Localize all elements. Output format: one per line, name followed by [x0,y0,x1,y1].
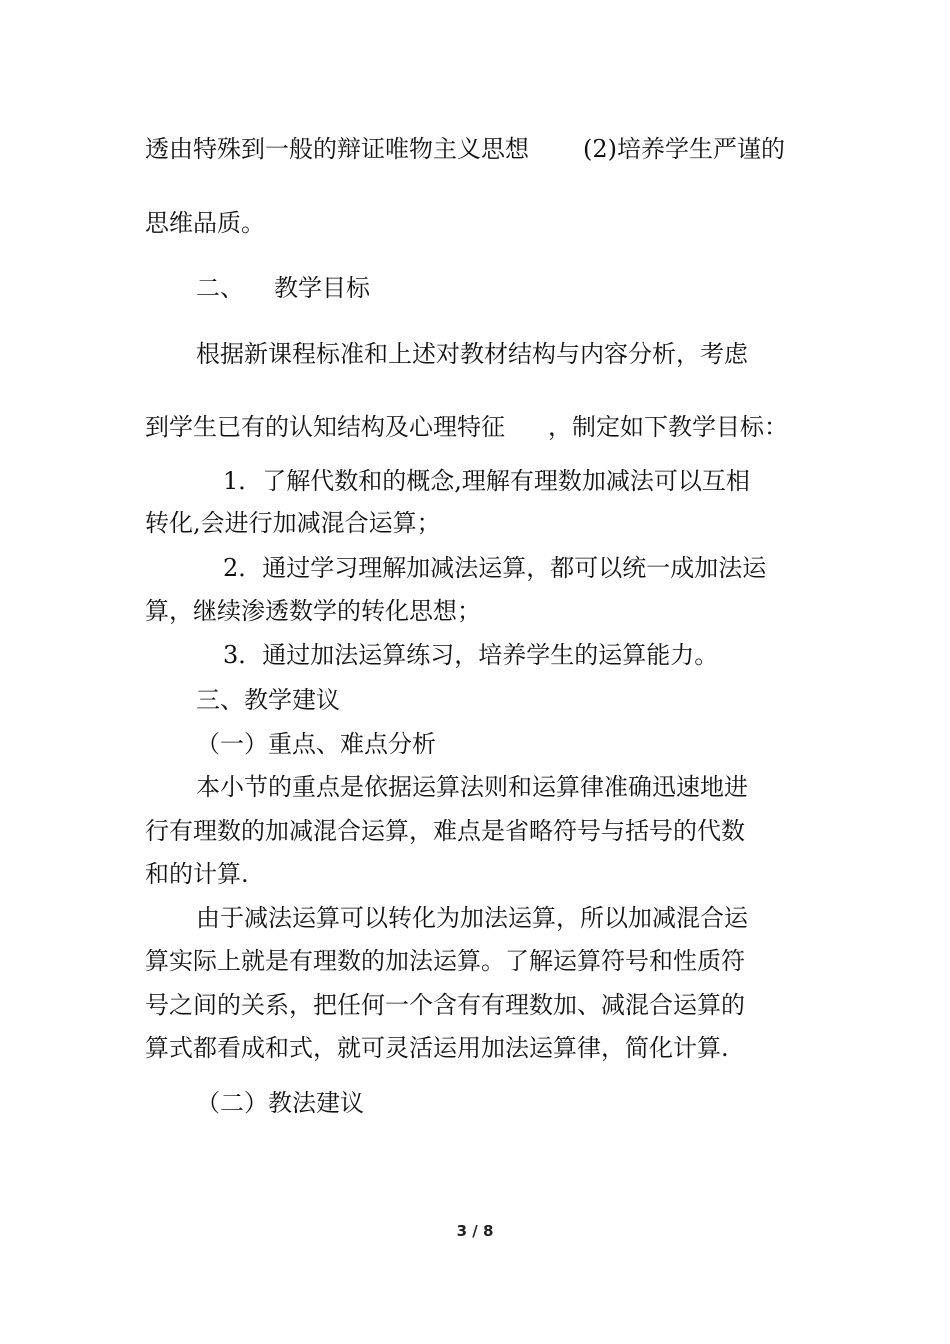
text-line: 透由特殊到一般的辩证唯物主义思想 [145,135,529,163]
section-number: 二、 [196,274,244,302]
text-line: 号之间的关系，把任何一个含有有理数加、减混合运算的 [145,991,745,1019]
text-line: ，制定如下教学目标： [548,413,788,441]
text-line: 算，继续渗透数学的转化思想； [145,597,481,625]
text-line: 和的计算. [145,860,249,888]
text-line: 到学生已有的认知结构及心理特征 [145,413,505,441]
text-line: 行有理数的加减混合运算，难点是省略符号与括号的代数 [145,817,745,845]
section-heading: 三、教学建议 [196,686,340,714]
subsection-heading: （一）重点、难点分析 [196,730,436,758]
goal-item: 2．通过学习理解加减法运算，都可以统一成加法运 [223,554,767,582]
text-line: 思维品质。 [145,209,265,237]
page-number: 3 / 8 [456,1222,494,1240]
text-line: 根据新课程标准和上述对教材结构与内容分析，考虑 [196,340,748,368]
text-line: 算实际上就是有理数的加法运算。了解运算符号和性质符 [145,947,745,975]
text-line: 算式都看成和式，就可灵活运用加法运算律，简化计算. [145,1034,729,1062]
text-line: (2)培养学生严谨的 [583,135,785,163]
text-line: 由于减法运算可以转化为加法运算，所以加减混合运 [196,904,748,932]
text-line: 本小节的重点是依据运算法则和运算律准确迅速地进 [196,773,748,801]
goal-item: 1．了解代数和的概念,理解有理数加减法可以互相 [223,467,750,495]
goal-item: 3．通过加法运算练习，培养学生的运算能力。 [223,641,719,669]
subsection-heading: （二）教法建议 [196,1089,364,1117]
section-heading: 教学目标 [274,274,370,302]
text-line: 转化,会进行加减混合运算； [145,509,441,537]
